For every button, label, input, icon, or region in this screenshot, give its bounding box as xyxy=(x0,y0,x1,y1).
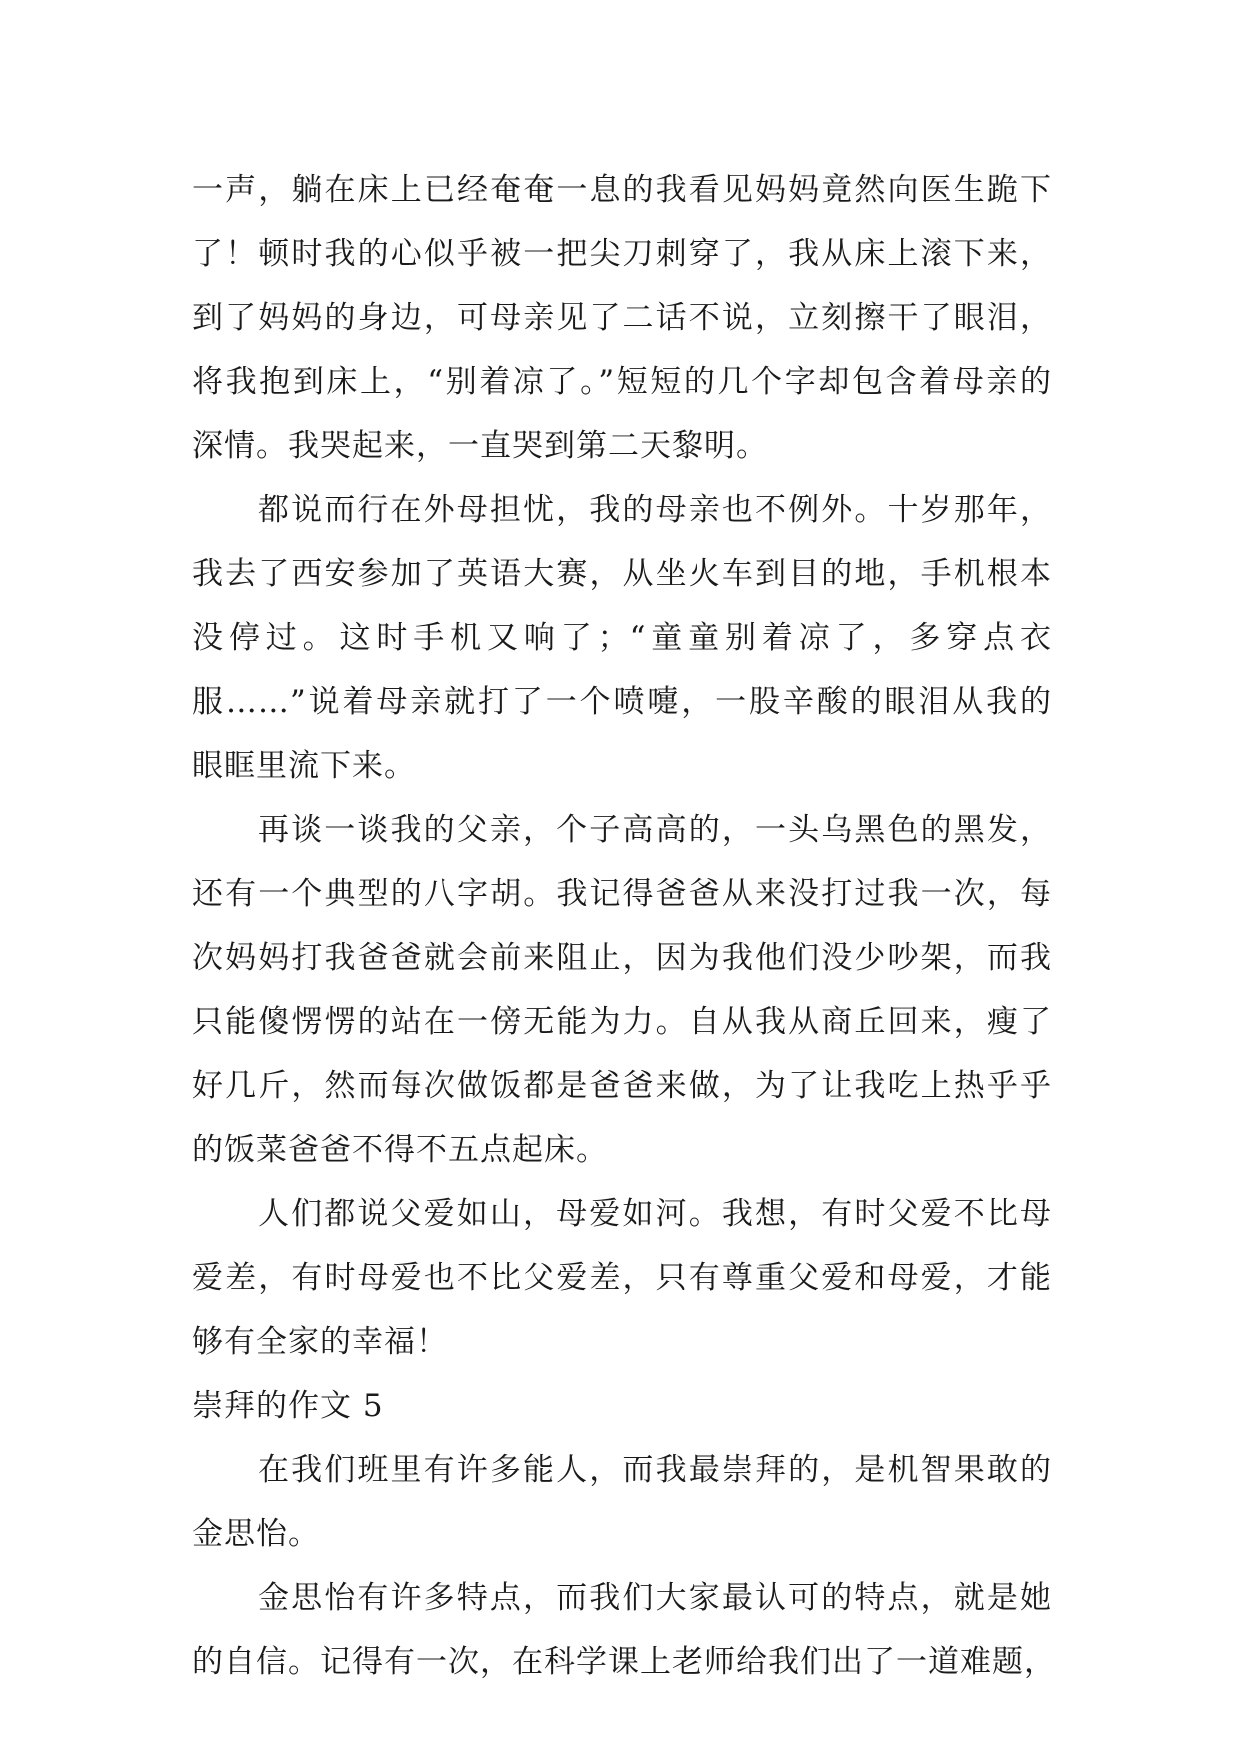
text-line: 一声，躺在床上已经奄奄一息的我看见妈妈竟然向医生跪下 xyxy=(192,172,1052,208)
text-line: 深情。我哭起来，一直哭到第二天黎明。 xyxy=(192,428,768,464)
text-line: 没停过。这时手机又响了；“童童别着凉了，多穿点衣 xyxy=(192,620,1052,656)
text-line: 的饭菜爸爸不得不五点起床。 xyxy=(192,1132,608,1168)
document-body xyxy=(192,158,1056,1694)
text-line: 再谈一谈我的父亲，个子高高的，一头乌黑色的黑发， xyxy=(258,812,1052,848)
text-line: 都说而行在外母担忧，我的母亲也不例外。十岁那年， xyxy=(258,492,1052,528)
text-line: 在我们班里有许多能人，而我最崇拜的，是机智果敢的 xyxy=(258,1452,1052,1488)
paragraph xyxy=(192,1438,1052,1566)
text-line: 到了妈妈的身边，可母亲见了二话不说，立刻擦干了眼泪， xyxy=(192,300,1052,336)
paragraph xyxy=(192,798,1052,1182)
section-heading: 崇拜的作文 5 xyxy=(192,1388,384,1424)
paragraph xyxy=(192,1566,1056,1694)
paragraph xyxy=(192,158,1052,478)
text-line: 次妈妈打我爸爸就会前来阻止，因为我他们没少吵架，而我 xyxy=(192,940,1052,976)
text-line: 还有一个典型的八字胡。我记得爸爸从来没打过我一次，每 xyxy=(192,876,1052,912)
text-line: 金思怡有许多特点，而我们大家最认可的特点，就是她 xyxy=(258,1580,1052,1616)
paragraph xyxy=(192,1182,1052,1374)
text-line: 我去了西安参加了英语大赛，从坐火车到目的地，手机根本 xyxy=(192,556,1052,592)
text-line: 只能傻愣愣的站在一傍无能为力。自从我从商丘回来，瘦了 xyxy=(192,1004,1052,1040)
text-line: 眼眶里流下来。 xyxy=(192,748,416,784)
text-line: 够有全家的幸福！ xyxy=(192,1324,448,1360)
text-line: 金思怡。 xyxy=(192,1516,320,1552)
text-line: 服……”说着母亲就打了一个喷嚏，一股辛酸的眼泪从我的 xyxy=(192,684,1052,720)
text-line: 将我抱到床上，“别着凉了。”短短的几个字却包含着母亲的 xyxy=(192,364,1052,400)
paragraph xyxy=(192,478,1052,798)
text-line: 人们都说父爱如山，母爱如河。我想，有时父爱不比母 xyxy=(258,1196,1052,1232)
text-line: 爱差，有时母爱也不比父爱差，只有尊重父爱和母爱，才能 xyxy=(192,1260,1052,1296)
text-line: 了！顿时我的心似乎被一把尖刀刺穿了，我从床上滚下来， xyxy=(192,236,1052,272)
text-line: 好几斤，然而每次做饭都是爸爸来做，为了让我吃上热乎乎 xyxy=(192,1068,1052,1104)
text-line: 的自信。记得有一次，在科学课上老师给我们出了一道难题， xyxy=(192,1644,1056,1680)
